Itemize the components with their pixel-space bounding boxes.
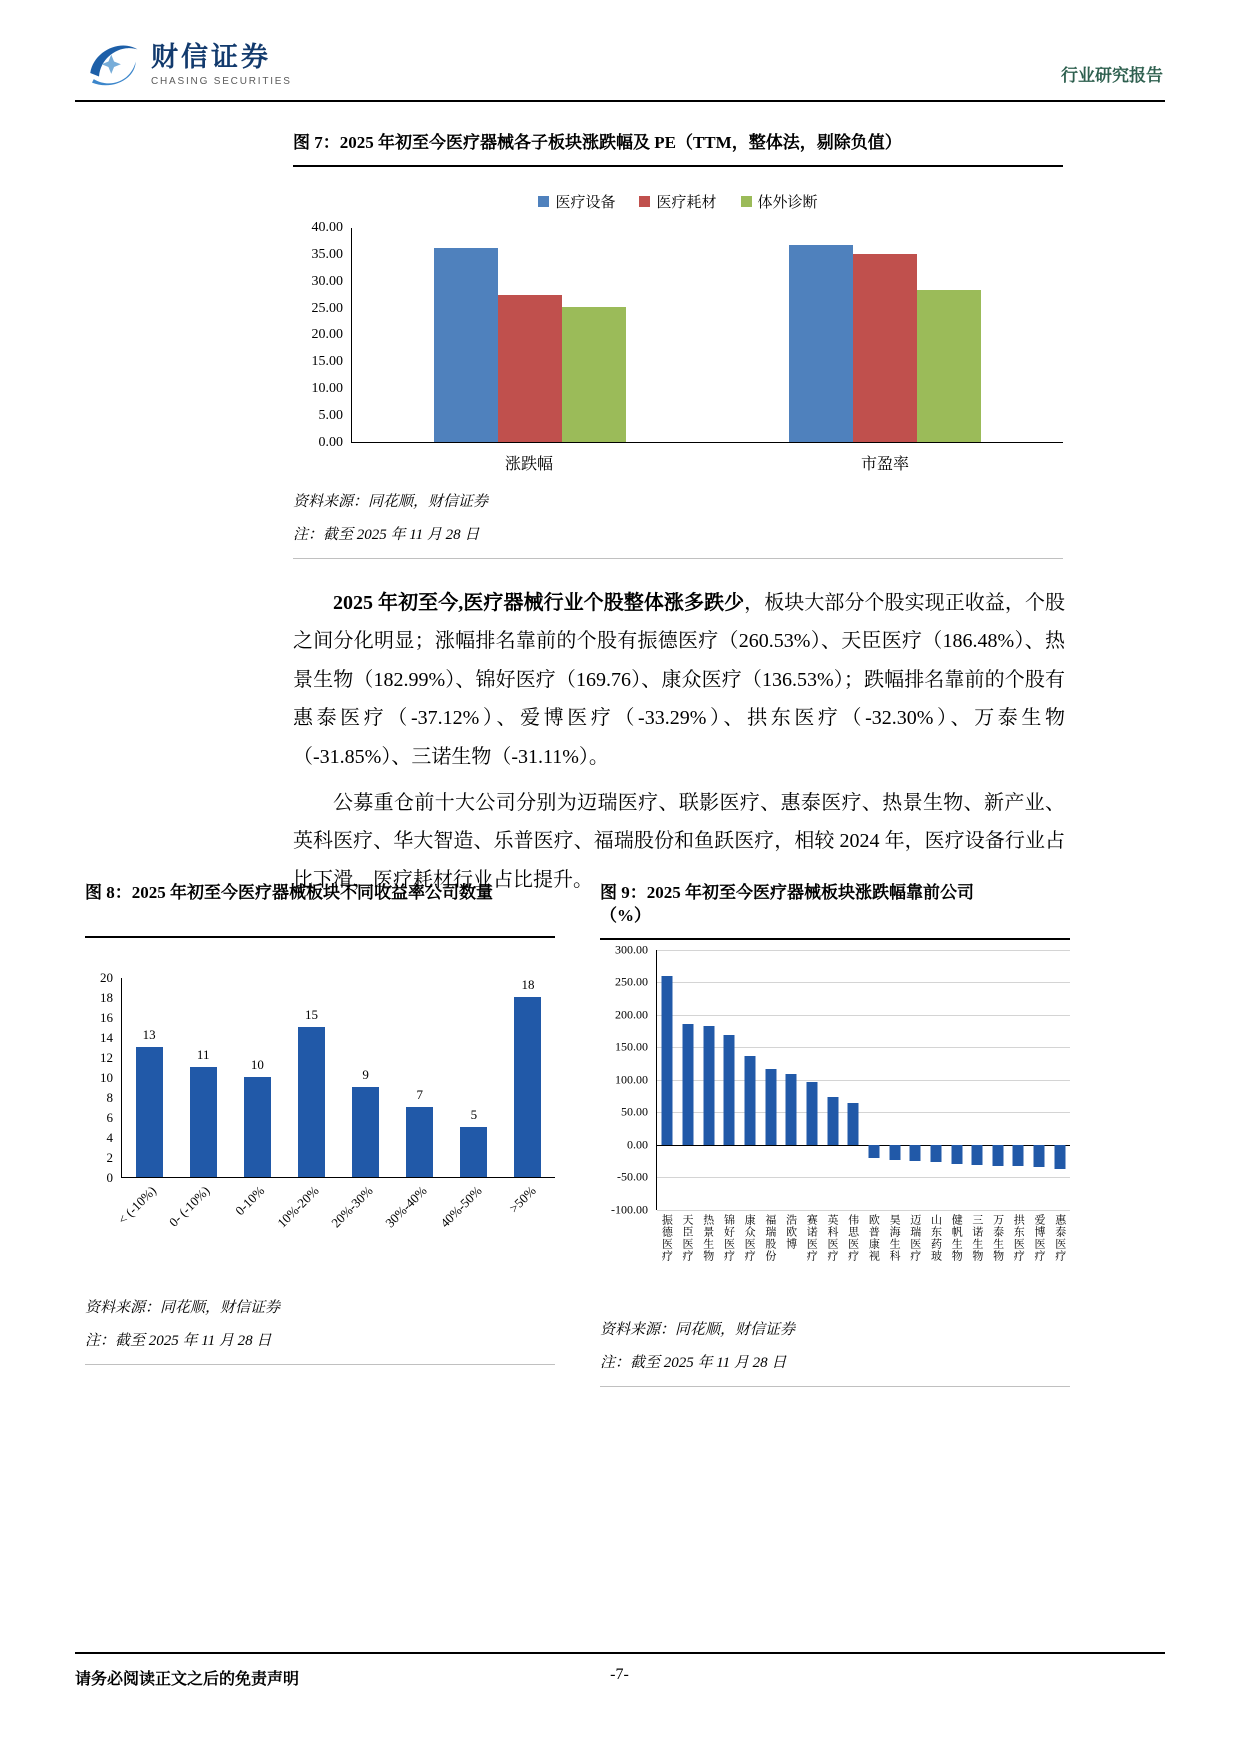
bar-column <box>230 978 284 1177</box>
bar-value-label: 7 <box>416 1087 423 1102</box>
category-label-text: 万泰生物 <box>991 1213 1004 1262</box>
y-tick-label: 2 <box>106 1150 113 1165</box>
bar-column <box>822 950 843 1210</box>
paragraph-1-lead: 2025 年初至今,医疗器械行业个股整体涨多跌少 <box>333 592 745 614</box>
category-label-text: 拱东医疗 <box>1012 1213 1025 1262</box>
figure-7-title: 图 7：2025 年初至今医疗器械各子板块涨跌幅及 PE（TTM，整体法，剔除负值） <box>293 130 1063 167</box>
footer-divider <box>75 1652 1165 1654</box>
bar-column <box>926 950 947 1210</box>
category-label <box>863 1214 884 1308</box>
category-label-text: 锦好医疗 <box>722 1213 735 1262</box>
bar-column <box>657 950 678 1210</box>
category-label-text: 20%-30% <box>328 1183 376 1231</box>
bar <box>244 1077 271 1177</box>
category-label-text: 赛诺医疗 <box>805 1213 818 1262</box>
category-label-text: 爱博医疗 <box>1033 1213 1045 1262</box>
y-tick-label: 25.00 <box>311 300 343 316</box>
y-tick-label: 15.00 <box>311 354 343 370</box>
y-tick-label: 16 <box>100 1010 113 1025</box>
figure-8-chart <box>85 970 555 1185</box>
y-tick-label: 4 <box>106 1130 113 1145</box>
y-tick-label: 0 <box>106 1170 113 1185</box>
figure-9-chart <box>600 942 1070 1217</box>
y-tick-label: 20 <box>100 970 113 985</box>
legend-item <box>538 191 615 212</box>
category-label-text: 康众医疗 <box>743 1213 756 1262</box>
y-tick-label: 12 <box>100 1050 113 1065</box>
bar-group <box>708 228 1064 442</box>
bar-column <box>176 978 230 1177</box>
bar <box>806 1082 817 1144</box>
bar <box>848 1103 859 1145</box>
bar-value-label: 18 <box>521 977 535 992</box>
plot-area <box>351 228 1063 443</box>
bar <box>765 1069 776 1145</box>
brand-logo-icon <box>85 38 141 92</box>
category-label-text: 0-10% <box>232 1183 268 1219</box>
category-label <box>925 1214 946 1308</box>
bar <box>917 290 981 442</box>
bar <box>910 1145 921 1161</box>
bar <box>1034 1145 1045 1167</box>
category-label <box>760 1214 781 1308</box>
y-tick-label: 18 <box>100 990 113 1005</box>
legend-swatch <box>639 196 650 207</box>
bar-column <box>1049 950 1070 1210</box>
category-label-text: 山东药玻 <box>929 1213 942 1262</box>
y-tick-label: 100.00 <box>615 1072 648 1087</box>
category-label <box>328 1178 392 1244</box>
category-label: 市盈率 <box>860 455 909 473</box>
category-label <box>436 1178 501 1244</box>
bar-column <box>393 978 447 1177</box>
plot-area <box>121 978 555 1178</box>
bar <box>827 1097 838 1144</box>
category-label-text: 迈瑞医疗 <box>908 1213 921 1262</box>
category-label <box>166 1178 229 1244</box>
figure-8-category-labels <box>114 1178 555 1244</box>
bar <box>786 1074 797 1145</box>
y-tick-label: 6 <box>106 1110 113 1125</box>
category-label-text: 热景生物 <box>701 1213 714 1262</box>
category-label-text: 伟思医疗 <box>846 1213 859 1262</box>
bar <box>1054 1145 1065 1169</box>
category-label <box>801 1214 822 1308</box>
bar <box>930 1145 941 1162</box>
category-label <box>677 1214 698 1308</box>
bar <box>514 997 541 1177</box>
bar <box>460 1127 487 1177</box>
paragraph-2: 公募重仓前十大公司分别为迈瑞医疗、联影医疗、惠泰医疗、热景生物、新产业、英科医疗、华大智造、乐普医疗、福瑞股份和鱼跃医疗，相较 2024 年，医疗设备行业占比下滑，医疗耗材行业占比提升。 <box>293 791 1065 891</box>
page-header <box>85 20 1163 92</box>
bar-column <box>740 950 761 1210</box>
bar-column <box>781 950 802 1210</box>
bar <box>682 1024 693 1145</box>
bar <box>662 976 673 1145</box>
legend-swatch <box>538 196 549 207</box>
y-tick-label: 30.00 <box>311 273 343 289</box>
category-label-text: < (-10%) <box>114 1183 159 1228</box>
bar <box>744 1056 755 1145</box>
plot-area <box>656 950 1070 1210</box>
category-label-text: 健帆生物 <box>950 1213 963 1262</box>
bar <box>972 1145 983 1165</box>
category-label-text: 振德医疗 <box>660 1213 673 1262</box>
figure-7-category-labels <box>351 451 1063 474</box>
category-label <box>230 1178 284 1244</box>
y-tick-label: 5.00 <box>318 408 343 424</box>
y-tick-label: 14 <box>100 1030 113 1045</box>
bar-column <box>988 950 1009 1210</box>
category-label-text: 昊海生科 <box>888 1213 901 1262</box>
bar-column <box>905 950 926 1210</box>
y-axis <box>600 942 656 1217</box>
y-axis <box>85 970 121 1185</box>
category-label <box>739 1214 760 1308</box>
figure-9-source: 资料来源：同花顺，财信证券 <box>600 1321 796 1338</box>
bar <box>868 1145 879 1158</box>
bar <box>853 254 917 442</box>
category-label <box>822 1214 843 1308</box>
category-label <box>967 1214 988 1308</box>
figure-9-category-labels <box>656 1214 1070 1308</box>
category-label-text: 0- (-10%) <box>166 1183 213 1230</box>
bar-column <box>1029 950 1050 1210</box>
bar-column <box>802 950 823 1210</box>
y-tick-label: 35.00 <box>311 246 343 262</box>
category-label-text: 10%-20% <box>274 1183 322 1231</box>
bar-column <box>967 950 988 1210</box>
paragraph-1-rest: ，板块大部分个股实现正收益，个股之间分化明显；涨幅排名靠前的个股有振德医疗（260.53%）、天臣医疗（186.48%）、热景生物（182.99%）、锦好医疗（169.76）、康众医疗（136.53%）；跌幅排名靠前的个股有惠泰医疗（-37.12%）、爱博医疗（-33.29%）、拱东医疗（-32.30%）、万泰生物（-31.85%）、三诺生物（-31.11%）。 <box>293 592 1066 768</box>
bar-column <box>760 950 781 1210</box>
figure-7-legend <box>293 191 1063 212</box>
bar <box>724 1035 735 1145</box>
gridline <box>657 1210 1070 1211</box>
category-label <box>1029 1214 1050 1308</box>
bars <box>122 978 555 1177</box>
legend-swatch <box>741 196 752 207</box>
category-label <box>1049 1214 1070 1308</box>
bar-column <box>719 950 740 1210</box>
bar <box>562 307 626 442</box>
category-label-text: 天臣医疗 <box>681 1213 694 1262</box>
category-label-text: 浩欧博 <box>784 1213 797 1250</box>
figure-9-note: 注：截至 2025 年 11 月 28 日 <box>600 1351 1070 1387</box>
y-tick-label: 40.00 <box>311 219 343 235</box>
bar <box>992 1145 1003 1166</box>
category-label-text: >50% <box>505 1183 539 1216</box>
bar-column <box>678 950 699 1210</box>
bar-column <box>339 978 393 1177</box>
bar-value-label: 10 <box>250 1057 264 1072</box>
legend-item <box>741 191 818 212</box>
legend-label: 体外诊断 <box>757 194 818 211</box>
bar-groups <box>352 228 1063 442</box>
figures-8-9-row <box>85 880 1070 1387</box>
bar <box>406 1107 433 1177</box>
category-label-text: 英科医疗 <box>825 1213 838 1262</box>
report-type-label: 行业研究报告 <box>1061 66 1163 85</box>
bar-column <box>284 978 338 1177</box>
y-tick-label: 200.00 <box>615 1007 648 1022</box>
figure-7-source: 资料来源：同花顺，财信证券 <box>293 493 489 510</box>
category-label <box>780 1214 801 1308</box>
figure-7 <box>293 130 1063 559</box>
paragraph-1 <box>293 584 1065 776</box>
category-label: 涨跌幅 <box>504 455 553 473</box>
category-label <box>697 1214 718 1308</box>
category-label-text: 三诺生物 <box>970 1213 983 1262</box>
category-label <box>656 1214 677 1308</box>
y-tick-label: -50.00 <box>617 1169 648 1184</box>
category-label-text: 欧普康视 <box>867 1213 880 1262</box>
bar <box>703 1026 714 1145</box>
figure-9-title: 图 9：2025 年初至今医疗器械板块涨跌幅靠前公司（%） <box>600 880 1070 940</box>
bar-group <box>352 228 708 442</box>
y-tick-label: 250.00 <box>615 974 648 989</box>
category-label-text: 福瑞股份 <box>763 1213 776 1262</box>
bar-column <box>946 950 967 1210</box>
bar-column <box>447 978 501 1177</box>
category-label <box>501 1178 555 1244</box>
category-label <box>987 1214 1008 1308</box>
y-tick-label: 0.00 <box>318 434 343 450</box>
bar <box>434 248 498 442</box>
bar <box>190 1067 217 1177</box>
category-label <box>382 1178 446 1244</box>
figure-8-note: 注：截至 2025 年 11 月 28 日 <box>85 1329 555 1365</box>
y-tick-label: 8 <box>106 1090 113 1105</box>
bars <box>657 950 1070 1210</box>
bar-column <box>864 950 885 1210</box>
legend-label: 医疗耗材 <box>656 194 717 211</box>
brand-name-en: CHASING SECURITIES <box>151 76 292 88</box>
bar-column <box>843 950 864 1210</box>
bar-value-label: 13 <box>142 1027 156 1042</box>
bar-column <box>501 978 555 1177</box>
page-number: -7- <box>610 1666 629 1683</box>
bar <box>136 1047 163 1177</box>
footer-disclaimer: 请务必阅读正文之后的免责声明 <box>75 1671 300 1688</box>
bar <box>951 1145 962 1164</box>
category-label <box>946 1214 967 1308</box>
bar-value-label: 11 <box>196 1047 210 1062</box>
category-label-text: 40%-50% <box>436 1183 485 1231</box>
y-tick-label: 10 <box>100 1070 113 1085</box>
bar-value-label: 9 <box>362 1067 369 1082</box>
figure-8-title: 图 8：2025 年初至今医疗器械板块不同收益率公司数量 <box>85 880 555 938</box>
bar-column <box>698 950 719 1210</box>
bar <box>352 1087 379 1177</box>
figure-8 <box>85 880 555 1387</box>
bar-value-label: 5 <box>470 1107 478 1122</box>
brand-text <box>151 42 292 88</box>
figure-7-chart <box>293 219 1063 450</box>
category-label <box>842 1214 863 1308</box>
body-text <box>293 584 1065 899</box>
category-label-text: 30%-40% <box>382 1183 430 1231</box>
bar-value-label: 15 <box>304 1007 318 1022</box>
y-tick-label: -100.00 <box>611 1202 648 1217</box>
bar <box>789 245 853 442</box>
bar <box>1013 1145 1024 1166</box>
legend-label: 医疗设备 <box>555 194 616 211</box>
figure-7-note: 注：截至 2025 年 11 月 28 日 <box>293 523 1063 559</box>
bar <box>889 1145 900 1160</box>
brand <box>85 38 292 92</box>
category-label <box>274 1178 338 1244</box>
y-tick-label: 10.00 <box>311 381 343 397</box>
category-label <box>1008 1214 1029 1308</box>
y-tick-label: 50.00 <box>621 1104 648 1119</box>
figure-8-source: 资料来源：同花顺，财信证券 <box>85 1300 281 1316</box>
category-label <box>114 1178 175 1244</box>
y-tick-label: 300.00 <box>615 942 648 957</box>
category-label <box>904 1214 925 1308</box>
bar <box>298 1027 325 1177</box>
y-tick-label: 20.00 <box>311 327 343 343</box>
legend-item <box>639 191 716 212</box>
figure-9 <box>600 880 1070 1387</box>
category-label <box>718 1214 739 1308</box>
bar-column <box>884 950 905 1210</box>
category-label-text: 惠泰医疗 <box>1053 1213 1066 1262</box>
brand-name-cn: 财信证券 <box>151 42 271 73</box>
bar-column <box>1008 950 1029 1210</box>
y-tick-label: 150.00 <box>615 1039 648 1054</box>
y-axis <box>293 219 351 450</box>
header-divider <box>75 100 1165 102</box>
bar-column <box>122 978 176 1177</box>
bar <box>498 295 562 442</box>
category-label <box>884 1214 905 1308</box>
y-tick-label: 0.00 <box>627 1137 648 1152</box>
